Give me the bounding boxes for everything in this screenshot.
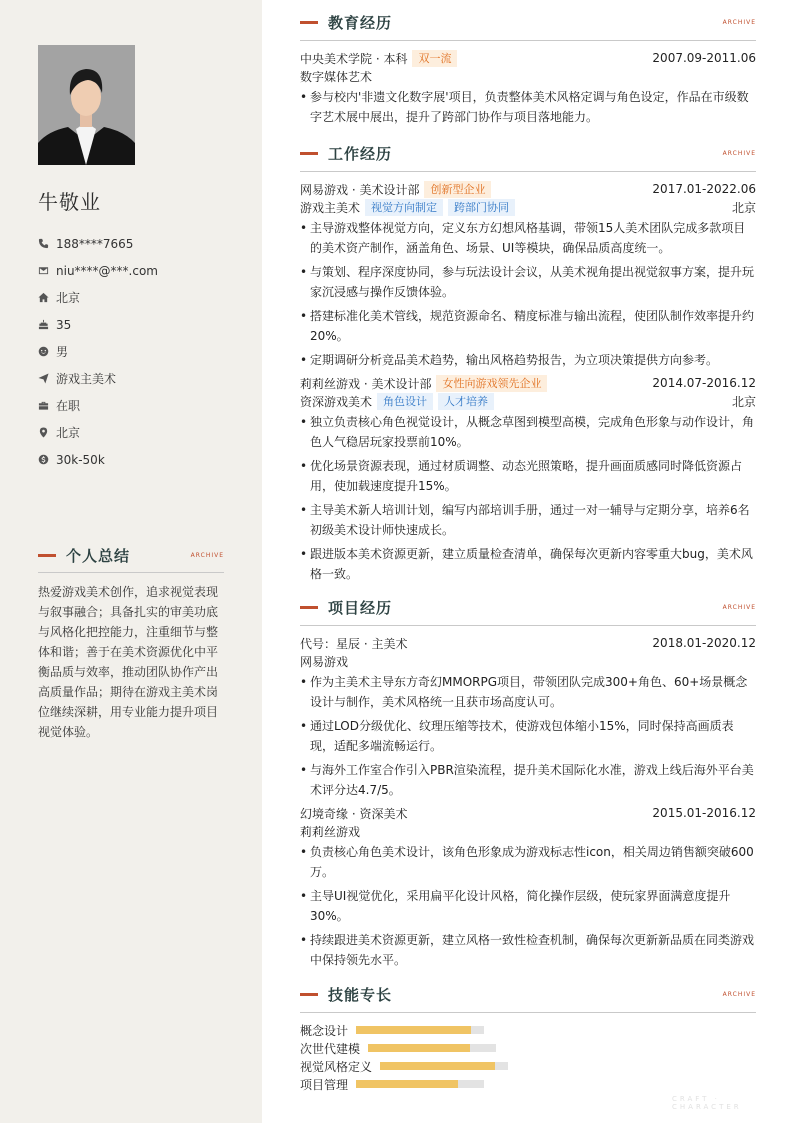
job-city: 北京 (731, 394, 756, 409)
info-home (38, 284, 238, 311)
info-age (38, 311, 238, 338)
project-date: 2015.01-2016.12 (652, 806, 756, 820)
salary-text: 30k-50k (56, 452, 105, 467)
work-header (300, 141, 756, 172)
skill-item (300, 1021, 530, 1039)
major-name: 数字媒体艺术 (300, 69, 373, 84)
location-pin-icon (38, 427, 49, 438)
project-org: 莉莉丝游戏 (300, 824, 361, 839)
skills-tag: ARCHIVE (722, 990, 756, 998)
location-text: 北京 (56, 426, 81, 440)
projects-tag: ARCHIVE (722, 603, 756, 611)
job-bullets (300, 412, 756, 584)
skill-fill (380, 1062, 495, 1070)
job-entry (300, 180, 756, 370)
list-item: • 主导美术新人培训计划，编写内部培训手册，通过一对一辅导与定期分享，培养6名初级美术设计师快速成长。 (300, 500, 756, 540)
salary-icon (38, 454, 49, 465)
briefcase-icon (38, 400, 49, 411)
status-text: 在职 (56, 399, 81, 413)
section-accent-bar (300, 21, 318, 24)
job-role: 资深游戏美术 (300, 394, 373, 409)
job-date: 2017.01-2022.06 (652, 182, 756, 196)
project-bullets (300, 672, 756, 800)
projects-section (300, 595, 756, 974)
skill-fill (368, 1044, 470, 1052)
list-item: • 搭建标准化美术管线，规范资源命名、精度标准与输出流程，使团队制作效率提升约20%。 (300, 306, 756, 346)
school-badge: 双一流 (412, 50, 457, 67)
skill-bar (368, 1044, 496, 1052)
summary-section (38, 544, 224, 742)
job-bullets (300, 218, 756, 370)
skill-name: 次世代建模 (300, 1041, 361, 1056)
job-role: 游戏主美术 (300, 200, 361, 215)
profile-photo (38, 45, 135, 165)
section-accent-bar (300, 152, 318, 155)
gender-text: 男 (56, 345, 69, 359)
skill-item (300, 1075, 530, 1093)
list-item: • 独立负责核心角色视觉设计，从概念草图到模型高模，完成角色形象与动作设计，角色人气稳居玩家投票前10%。 (300, 412, 756, 452)
project-org-row (300, 652, 756, 670)
job-role-row (300, 198, 756, 216)
skill-fill (356, 1080, 458, 1088)
job-tag: 角色设计 (377, 393, 433, 410)
project-name-row (300, 634, 756, 652)
send-icon (38, 373, 49, 384)
major-row (300, 67, 756, 85)
job-tag: 人才培养 (438, 393, 494, 410)
contact-info (38, 230, 238, 473)
summary-text: 热爱游戏美术创作，追求视觉表现与叙事融合；具备扎实的审美功底与风格化把控能力，注重细节与整体和谐；善于在美术资源优化中平衡品质与效率，推动团队协作产出高质量作品；期待在游戏主美术岗位继续深耕，用专业能力提升项目视觉体验。 (38, 585, 219, 739)
info-salary (38, 446, 238, 473)
education-header (300, 10, 756, 41)
skills-title: 技能专长 (328, 985, 393, 1004)
summary-header (38, 544, 224, 573)
projects-header (300, 595, 756, 626)
list-item: • 与海外工作室合作引入PBR渲染流程，提升美术国际化水准，游戏上线后海外平台美术评分达4.7/5。 (300, 760, 756, 800)
watermark: CRAFT · CHARACTER (672, 1095, 742, 1111)
summary-title: 个人总结 (66, 546, 131, 565)
project-name: 代号：星辰 · 主美术 (300, 636, 408, 651)
job-company-row (300, 374, 756, 392)
info-email (38, 257, 238, 284)
work-tag: ARCHIVE (722, 149, 756, 157)
company-name: 莉莉丝游戏 · 美术设计部 (300, 376, 432, 391)
project-date: 2018.01-2020.12 (652, 636, 756, 650)
list-item: • 与策划、程序深度协同，参与玩法设计会议，从美术视角提出视觉叙事方案，提升玩家沉浸感与操作反馈体验。 (300, 262, 756, 302)
info-gender (38, 338, 238, 365)
education-tag: ARCHIVE (722, 18, 756, 26)
education-title: 教育经历 (328, 13, 393, 32)
phone-icon (38, 238, 49, 249)
project-name: 幻境奇缘 · 资深美术 (300, 806, 408, 821)
list-item: • 作为主美术主导东方奇幻MMORPG项目，带领团队完成300+角色、60+场景概念设计与制作，美术风格统一且获市场高度认可。 (300, 672, 756, 712)
job-date: 2014.07-2016.12 (652, 376, 756, 390)
skills-header (300, 982, 756, 1013)
work-title: 工作经历 (328, 144, 393, 163)
project-entry (300, 804, 756, 970)
info-position (38, 365, 238, 392)
job-tag: 视觉方向制定 (365, 199, 443, 216)
list-item: • 负责核心角色美术设计，该角色形象成为游戏标志性icon，相关周边销售额突破600万。 (300, 842, 756, 882)
skill-bar (356, 1080, 484, 1088)
company-badge: 女性向游戏领先企业 (436, 375, 547, 392)
skill-name: 视觉风格定义 (300, 1059, 373, 1074)
education-section (300, 10, 756, 131)
mail-icon (38, 265, 49, 276)
project-org: 网易游戏 (300, 654, 349, 669)
section-accent-bar (38, 554, 56, 557)
portrait-image (38, 45, 135, 165)
skills-section (300, 982, 756, 1093)
age-text: 35 (56, 317, 72, 332)
summary-tag: ARCHIVE (190, 551, 224, 559)
list-item: • 持续跟进美术资源更新，建立风格一致性检查机制，确保每次更新新品质在同类游戏中保持领先水平。 (300, 930, 756, 970)
job-entry (300, 374, 756, 584)
skill-name: 概念设计 (300, 1023, 349, 1038)
sidebar (0, 0, 262, 1123)
skill-bar (380, 1062, 508, 1070)
section-accent-bar (300, 606, 318, 609)
candidate-name: 牛敬业 (38, 190, 101, 214)
info-location (38, 419, 238, 446)
project-name-row (300, 804, 756, 822)
job-city: 北京 (731, 200, 756, 215)
job-role-row (300, 392, 756, 410)
company-name: 网易游戏 · 美术设计部 (300, 182, 420, 197)
work-section (300, 141, 756, 588)
info-status (38, 392, 238, 419)
position-text: 游戏主美术 (56, 372, 117, 386)
skill-fill (356, 1026, 471, 1034)
skills-list (300, 1021, 756, 1093)
list-item: • 通过LOD分级优化、纹理压缩等技术，使游戏包体缩小15%，同时保持高画质表现，适配多端流畅运行。 (300, 716, 756, 756)
list-item: • 参与校内'非遗文化数字展'项目，负责整体美术风格定调与角色设定，作品在市级数字艺术展中展出，提升了跨部门协作与项目落地能力。 (300, 87, 756, 127)
school-name: 中央美术学院 · 本科 (300, 51, 408, 66)
list-item: • 优化场景资源表现，通过材质调整、动态光照策略，提升画面质感同时降低资源占用，使加载速度提升15%。 (300, 456, 756, 496)
job-company-row (300, 180, 756, 198)
project-org-row (300, 822, 756, 840)
list-item: • 定期调研分析竞品美术趋势，输出风格趋势报告，为立项决策提供方向参考。 (300, 350, 756, 370)
list-item: • 跟进版本美术资源更新，建立质量检查清单，确保每次更新内容零重大bug，美术风格一致。 (300, 544, 756, 584)
education-row (300, 49, 756, 67)
company-badge: 创新型企业 (424, 181, 491, 198)
list-item: • 主导UI视觉优化，采用扁平化设计风格，简化操作层级，使玩家界面满意度提升30%。 (300, 886, 756, 926)
cake-icon (38, 319, 49, 330)
education-bullets (300, 87, 756, 127)
section-accent-bar (300, 993, 318, 996)
skill-item (300, 1057, 530, 1075)
phone-text: 188****7665 (56, 236, 134, 251)
home-text: 北京 (56, 291, 81, 305)
job-tag: 跨部门协同 (448, 199, 515, 216)
info-phone (38, 230, 238, 257)
home-icon (38, 292, 49, 303)
project-entry (300, 634, 756, 800)
email-text: niu****@***.com (56, 263, 158, 278)
skill-bar (356, 1026, 484, 1034)
project-bullets (300, 842, 756, 970)
list-item: • 主导游戏整体视觉方向，定义东方幻想风格基调，带领15人美术团队完成多款项目的美术资产制作，涵盖角色、场景、UI等模块，确保品质高度统一。 (300, 218, 756, 258)
skill-name: 项目管理 (300, 1077, 349, 1092)
face-icon (38, 346, 49, 357)
education-date: 2007.09-2011.06 (652, 51, 756, 65)
skill-item (300, 1039, 530, 1057)
projects-title: 项目经历 (328, 598, 393, 617)
